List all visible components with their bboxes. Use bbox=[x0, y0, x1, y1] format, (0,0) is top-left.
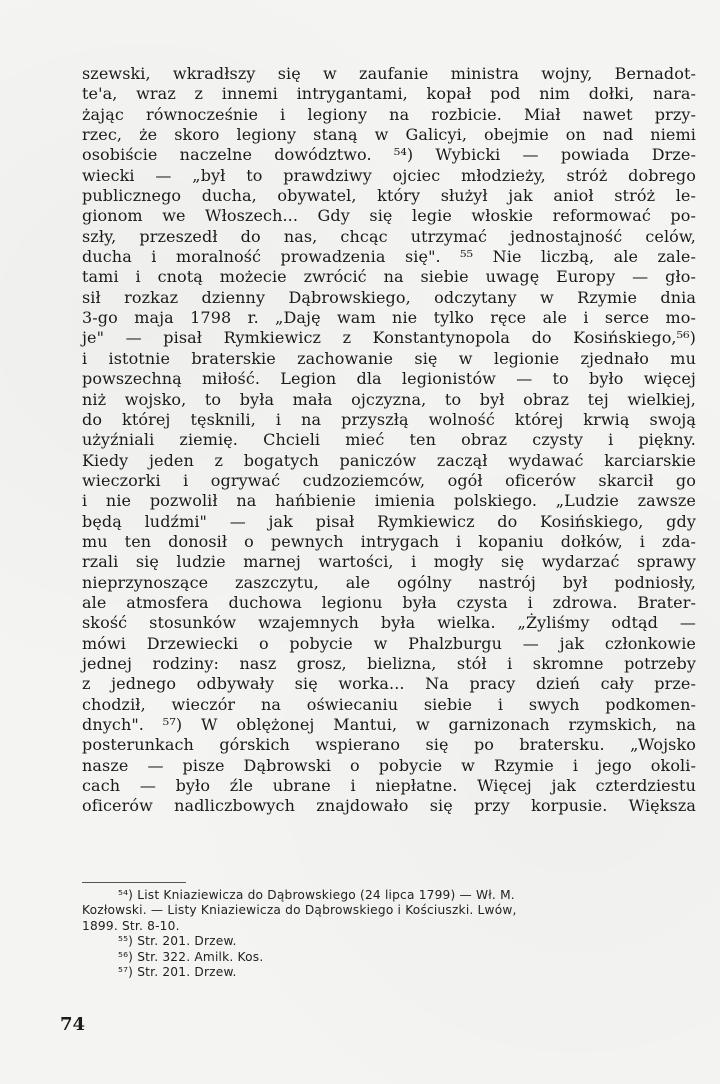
body-text bbox=[82, 64, 696, 817]
body-line: i istotnie braterskie zachowanie się w legionie zjednało mu bbox=[82, 348, 696, 368]
footnotes bbox=[82, 888, 696, 980]
body-line: osobiście naczelne dowództwo. ⁵⁴) Wybicki — powiada Drze- bbox=[82, 145, 696, 165]
body-line: szewski, wkradłszy się w zaufanie ministra wojny, Bernadot- bbox=[82, 64, 696, 83]
footnote-line: ⁵⁶) Str. 322. Amilk. Kos. bbox=[118, 949, 264, 964]
body-line: skość stosunków wzajemnych była wielka. „Żyliśmy odtąd — bbox=[82, 613, 696, 633]
footnote-line: ⁵⁷) Str. 201. Drzew. bbox=[118, 964, 237, 979]
body-line: Kiedy jeden z bogatych paniczów zaczął wydawać karciarskie bbox=[82, 450, 696, 470]
footnote-line: ⁵⁴) List Kniaziewicza do Dąbrowskiego (24 lipca 1799) — Wł. M. bbox=[118, 888, 515, 902]
body-line: powszechną miłość. Legion dla legionistów — to było więcej bbox=[82, 369, 696, 389]
body-line: rzali się ludzie marnej wartości, i mogły się wydarzać sprawy bbox=[82, 552, 696, 572]
body-line: je" — pisał Rymkiewicz z Konstantynopola do Kosińskiego,⁵⁶) bbox=[82, 328, 696, 348]
footnote-line: ⁵⁵) Str. 201. Drzew. bbox=[118, 934, 237, 949]
body-line: nieprzynoszące zaszczytu, ale ogólny nastrój był podniosły, bbox=[82, 572, 696, 592]
page-number: 74 bbox=[60, 1014, 86, 1035]
body-line: z jednego odbywały się worka... Na pracy dzień cały prze- bbox=[82, 674, 696, 694]
footnote-line: 1899. Str. 8-10. bbox=[82, 918, 180, 933]
body-line: żając równocześnie i legiony na rozbicie. Miał nawet przy- bbox=[82, 104, 696, 124]
body-line: tami i cnotą możecie zwrócić na siebie uwagę Europy — gło- bbox=[82, 267, 696, 287]
body-line: będą ludźmi" — jak pisał Rymkiewicz do Kosińskiego, gdy bbox=[82, 511, 696, 531]
body-line: publicznego ducha, obywatel, który służył jak anioł stróż le- bbox=[82, 186, 696, 206]
body-line: do której tęsknili, i na przyszłą wolność której krwią swoją bbox=[82, 409, 696, 429]
body-line: te'a, wraz z innemi intrygantami, kopał pod nim dołki, nara- bbox=[82, 84, 696, 104]
body-line: użyźniali ziemię. Chcieli mieć ten obraz czysty i piękny. bbox=[82, 430, 696, 450]
body-line: cach — było źle ubrane i niepłatne. Więcej jak czterdziestu bbox=[82, 776, 696, 796]
body-line: 3-go maja 1798 r. „Daję wam nie tylko ręce ale i serce mo- bbox=[82, 308, 696, 328]
body-line: nasze — pisze Dąbrowski o pobycie w Rzymie i jego okoli- bbox=[82, 755, 696, 775]
body-line: wieczorki i ogrywać cudzoziemców, ogół oficerów skarcił go bbox=[82, 470, 696, 490]
body-line: szły, przeszedł do nas, chcąc utrzymać jednostajność celów, bbox=[82, 226, 696, 246]
body-line: i nie pozwolił na hańbienie imienia polskiego. „Ludzie zawsze bbox=[82, 491, 696, 511]
body-line: jednej rodziny: nasz grosz, bielizna, stół i skromne potrzeby bbox=[82, 653, 696, 673]
body-line: oficerów nadliczbowych znajdowało się przy korpusie. Większa bbox=[82, 796, 696, 816]
body-line: dnych". ⁵⁷) W oblężonej Mantui, w garnizonach rzymskich, na bbox=[82, 715, 696, 734]
footnote-divider bbox=[82, 882, 186, 883]
body-line: gionom we Włoszech... Gdy się legie włoskie reformować po- bbox=[82, 206, 696, 226]
body-line: mówi Drzewiecki o pobycie w Phalzburgu — jak członkowie bbox=[82, 633, 696, 653]
body-line: wiecki — „był to prawdziwy ojciec młodzieży, stróż dobrego bbox=[82, 165, 696, 185]
body-line: chodził, wieczór na oświecaniu siebie i swych podkomen- bbox=[82, 694, 696, 714]
footnote-line: Kozłowski. — Listy Kniaziewicza do Dąbrowskiego i Kościuszki. Lwów, bbox=[82, 903, 517, 918]
body-line: ducha i moralność prowadzenia się". ⁵⁵ Nie liczbą, ale zale- bbox=[82, 247, 696, 267]
body-line: ale atmosfera duchowa legionu była czysta i zdrowa. Brater- bbox=[82, 592, 696, 612]
body-line: niż wojsko, to była mała ojczyzna, to był obraz tej wielkiej, bbox=[82, 389, 696, 409]
body-line: posterunkach górskich wspierano się po bratersku. „Wojsko bbox=[82, 735, 696, 755]
body-line: sił rozkaz dzienny Dąbrowskiego, odczytany w Rzymie dnia bbox=[82, 287, 696, 307]
body-line: mu ten donosił o pewnych intrygach i kopaniu dołków, i zda- bbox=[82, 531, 696, 551]
body-line: rzec, że skoro legiony staną w Galicyi, obejmie on nad niemi bbox=[82, 125, 696, 145]
